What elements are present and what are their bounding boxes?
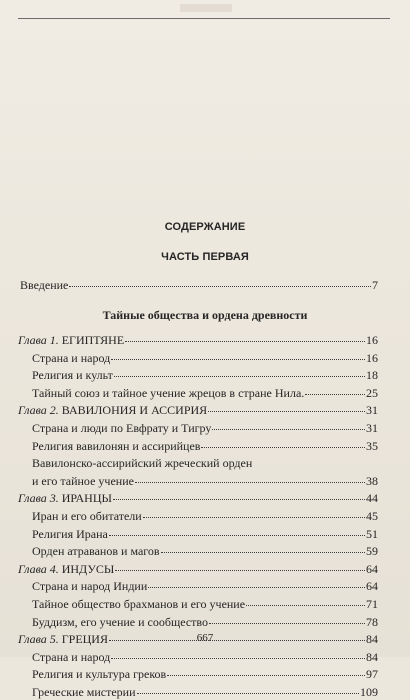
dot-leader xyxy=(143,516,365,518)
chapter-number: Глава 4. xyxy=(18,561,59,576)
subsection-entry xyxy=(32,684,378,700)
dot-leader xyxy=(246,604,365,606)
entry-page-number: 78 xyxy=(366,614,378,629)
entry-label: Религия Ирана xyxy=(32,526,108,541)
chapter-entry xyxy=(18,561,378,577)
subsection-entry xyxy=(32,438,378,454)
chapter-number: Глава 3. xyxy=(18,491,59,506)
chapter-title: ВАВИЛОНИЯ И АССИРИЯ xyxy=(61,403,208,418)
entry-label: Буддизм, его учение и сообщество xyxy=(32,614,208,629)
dot-leader xyxy=(161,551,365,553)
entry-label: Религия и культура греков xyxy=(32,667,167,682)
chapter-number: Глава 1. xyxy=(18,333,59,347)
chapter-title: ГРЕЦИЯ xyxy=(61,632,108,647)
dot-leader xyxy=(114,375,365,377)
intro-page-number: 7 xyxy=(372,278,378,292)
entry-page-number: 18 xyxy=(366,368,378,383)
subsection-entry xyxy=(32,614,378,630)
entry-label: Религия вавилонян и ассирийцев xyxy=(32,438,201,453)
subsection-entry xyxy=(32,350,378,366)
entry-page-number: 44 xyxy=(366,491,378,506)
dot-leader xyxy=(148,586,365,588)
chapter-entry xyxy=(18,402,378,418)
subsection-entry xyxy=(32,367,378,383)
dot-leader xyxy=(125,340,365,342)
entry-label: Греческие мистерии xyxy=(32,685,136,699)
dot-leader xyxy=(209,622,365,624)
part-title: ЧАСТЬ ПЕРВАЯ xyxy=(161,251,249,263)
dot-leader xyxy=(109,534,365,536)
dot-leader xyxy=(167,674,365,676)
contents-title: СОДЕРЖАНИЕ xyxy=(164,221,246,233)
entry-label: Страна и народ xyxy=(32,649,111,664)
chapter-title: ИРАНЦЫ xyxy=(61,491,112,506)
dot-leader xyxy=(115,569,365,571)
entry-page-number: 16 xyxy=(366,350,378,365)
subsection-entry xyxy=(32,596,378,612)
chapter-number: Глава 2. xyxy=(18,403,59,418)
entry-label: Иран и его обитатели xyxy=(32,509,142,523)
dot-leader xyxy=(111,657,365,659)
entry-page-number: 35 xyxy=(366,438,378,453)
entry-page-number: 109 xyxy=(360,685,378,699)
subsection-entry xyxy=(32,385,378,401)
entry-page-number: 16 xyxy=(366,333,378,347)
entry-page-number: 31 xyxy=(366,421,378,435)
intro-label: Введение xyxy=(20,278,69,292)
subsection-entry xyxy=(32,543,378,559)
entry-label: Религия и культ xyxy=(32,368,113,383)
subsection-entry xyxy=(32,526,378,542)
entry-page-number: 97 xyxy=(366,667,378,682)
entry-label: Страна и народ Индии xyxy=(32,579,148,594)
chapter-number: Глава 5. xyxy=(18,632,59,647)
dot-leader xyxy=(305,393,365,395)
page-number-footer: 667 xyxy=(196,632,214,644)
entry-page-number: 38 xyxy=(366,473,378,488)
chapter-title: ЕГИПТЯНЕ xyxy=(61,333,125,347)
chapter-entry xyxy=(18,490,378,506)
entry-page-number: 51 xyxy=(366,526,378,541)
subsection-entry xyxy=(32,649,378,665)
subsection-entry xyxy=(32,420,378,436)
chapter-title: ИНДУСЫ xyxy=(61,561,115,576)
dot-leader xyxy=(113,498,365,500)
subsection-entry xyxy=(32,508,378,524)
entry-page-number: 64 xyxy=(366,579,378,594)
entry-page-number: 31 xyxy=(366,403,378,418)
dot-leader xyxy=(135,481,365,483)
subsection-entry xyxy=(32,473,378,489)
entry-label: Страна и народ xyxy=(32,350,111,365)
entry-page-number: 84 xyxy=(366,649,378,664)
subsection-entry xyxy=(32,578,378,594)
entry-label: Страна и люди по Евфрату и Тигру xyxy=(32,421,212,435)
entry-page-number: 59 xyxy=(366,544,378,559)
entry-page-number: 84 xyxy=(366,632,378,647)
entry-page-number: 25 xyxy=(366,385,378,400)
entry-page-number: 71 xyxy=(366,597,378,611)
dot-leader xyxy=(137,692,359,694)
entry-label-line1: Вавилонско-ассирийский жреческий орден xyxy=(32,456,253,471)
entry-label: Тайное общество брахманов и его учение xyxy=(32,597,246,611)
entry-label: Тайный союз и тайное учение жрецов в стране Нила. xyxy=(32,385,305,400)
entry-page-number: 64 xyxy=(366,561,378,576)
dot-leader xyxy=(212,428,365,430)
entry-label: Орден атраванов и магов xyxy=(32,544,160,559)
dot-leader xyxy=(111,358,365,360)
dot-leader xyxy=(201,446,365,448)
chapter-entry xyxy=(18,332,378,348)
subsection-entry xyxy=(32,666,378,682)
section-title: Тайные общества и ордена древности xyxy=(102,308,308,322)
entry-label: и его тайное учение xyxy=(32,473,134,488)
dot-leader xyxy=(208,410,365,412)
entry-page-number: 45 xyxy=(366,509,378,523)
